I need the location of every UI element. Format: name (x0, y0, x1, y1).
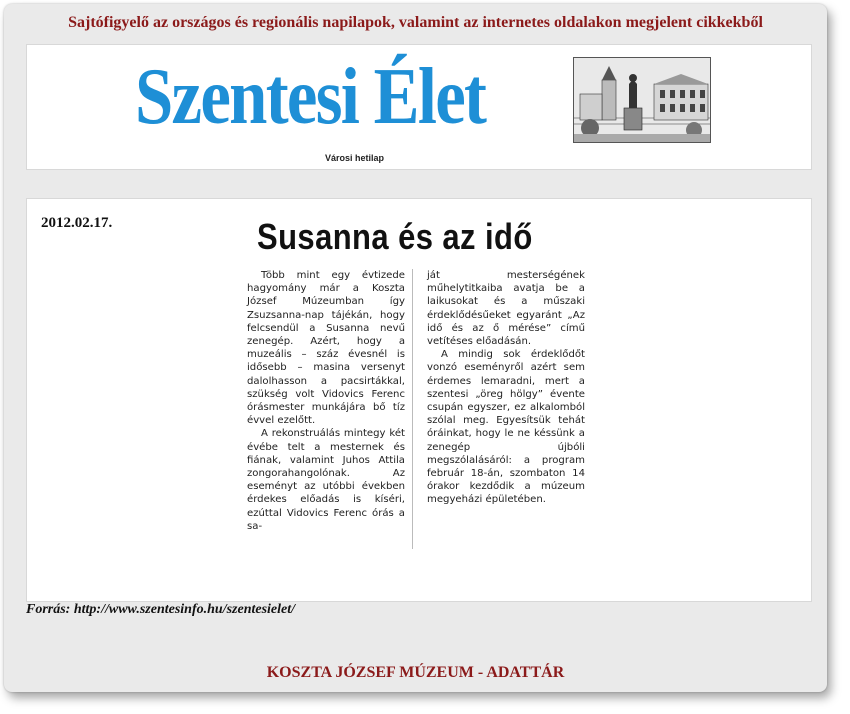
paragraph: A mindig sok érdeklődőt vonzó eseményről azért sem érdemes lemaradni, mert a szentesi „öreg hölgy” évente csupán egyszer, ez alkalomból szólal meg. Egyesítsük tehát óráinkat, hogy le ne késsünk a zenegép újbóli megszólalásáról: a program február 18-án, szombaton 14 órakor kezdődik a múzeum megyeházi épületében. (427, 349, 585, 506)
article-clipping (26, 198, 812, 602)
newspaper-subtitle: Városi hetilap (325, 153, 385, 163)
article-headline: Susanna és az idő (257, 216, 533, 257)
banner-title: Sajtófigyelő az országos és regionális napilapok, valamint az internetes oldalakon megjelent cikkekből (68, 14, 763, 31)
paragraph: A rekonstruálás mintegy két évébe telt a mesternek és fiának, valamint Juhos Attila zongorahangolónak. Az eseményt az utóbbi években érdekes előadás is kíséri, ezúttal Vidovics Ferenc órás a sa- (247, 428, 405, 532)
newspaper-masthead (26, 44, 812, 170)
paragraph: ját mesterségének műhelytitkaiba avatja be a laikusokat és a műszaki érdeklődésűeket egyaránt „Az idő és az ő mérése” című vetítéses előadásán. (427, 270, 585, 348)
paragraph: Több mint egy évtizede hagyomány már a Koszta József Múzeumban így Zsuzsanna-nap tájékán, hogy felcsendül a Susanna nevű zenegép. Azért, hogy a muzeális – száz évesnél is idősebb – masina versenyt dalolhasson a pacsirtákkal, szükség volt Vidovics Ferenc órásmester munkájára bő tíz évvel ezelőtt. (247, 270, 405, 427)
clipping-frame (4, 4, 827, 692)
source-link[interactable]: Forrás: http://www.szentesinfo.hu/szentesielet/ (26, 602, 296, 617)
statue-photo-icon (574, 58, 710, 142)
town-square-photo (573, 57, 711, 143)
newspaper-logo: Szentesi Élet (135, 53, 486, 141)
footer-title: KOSZTA JÓZSEF MÚZEUM - ADATTÁR (266, 664, 565, 681)
article-date: 2012.02.17. (41, 215, 113, 231)
article-column-2 (427, 269, 585, 507)
column-divider (412, 269, 413, 549)
article-column-1 (247, 269, 405, 533)
